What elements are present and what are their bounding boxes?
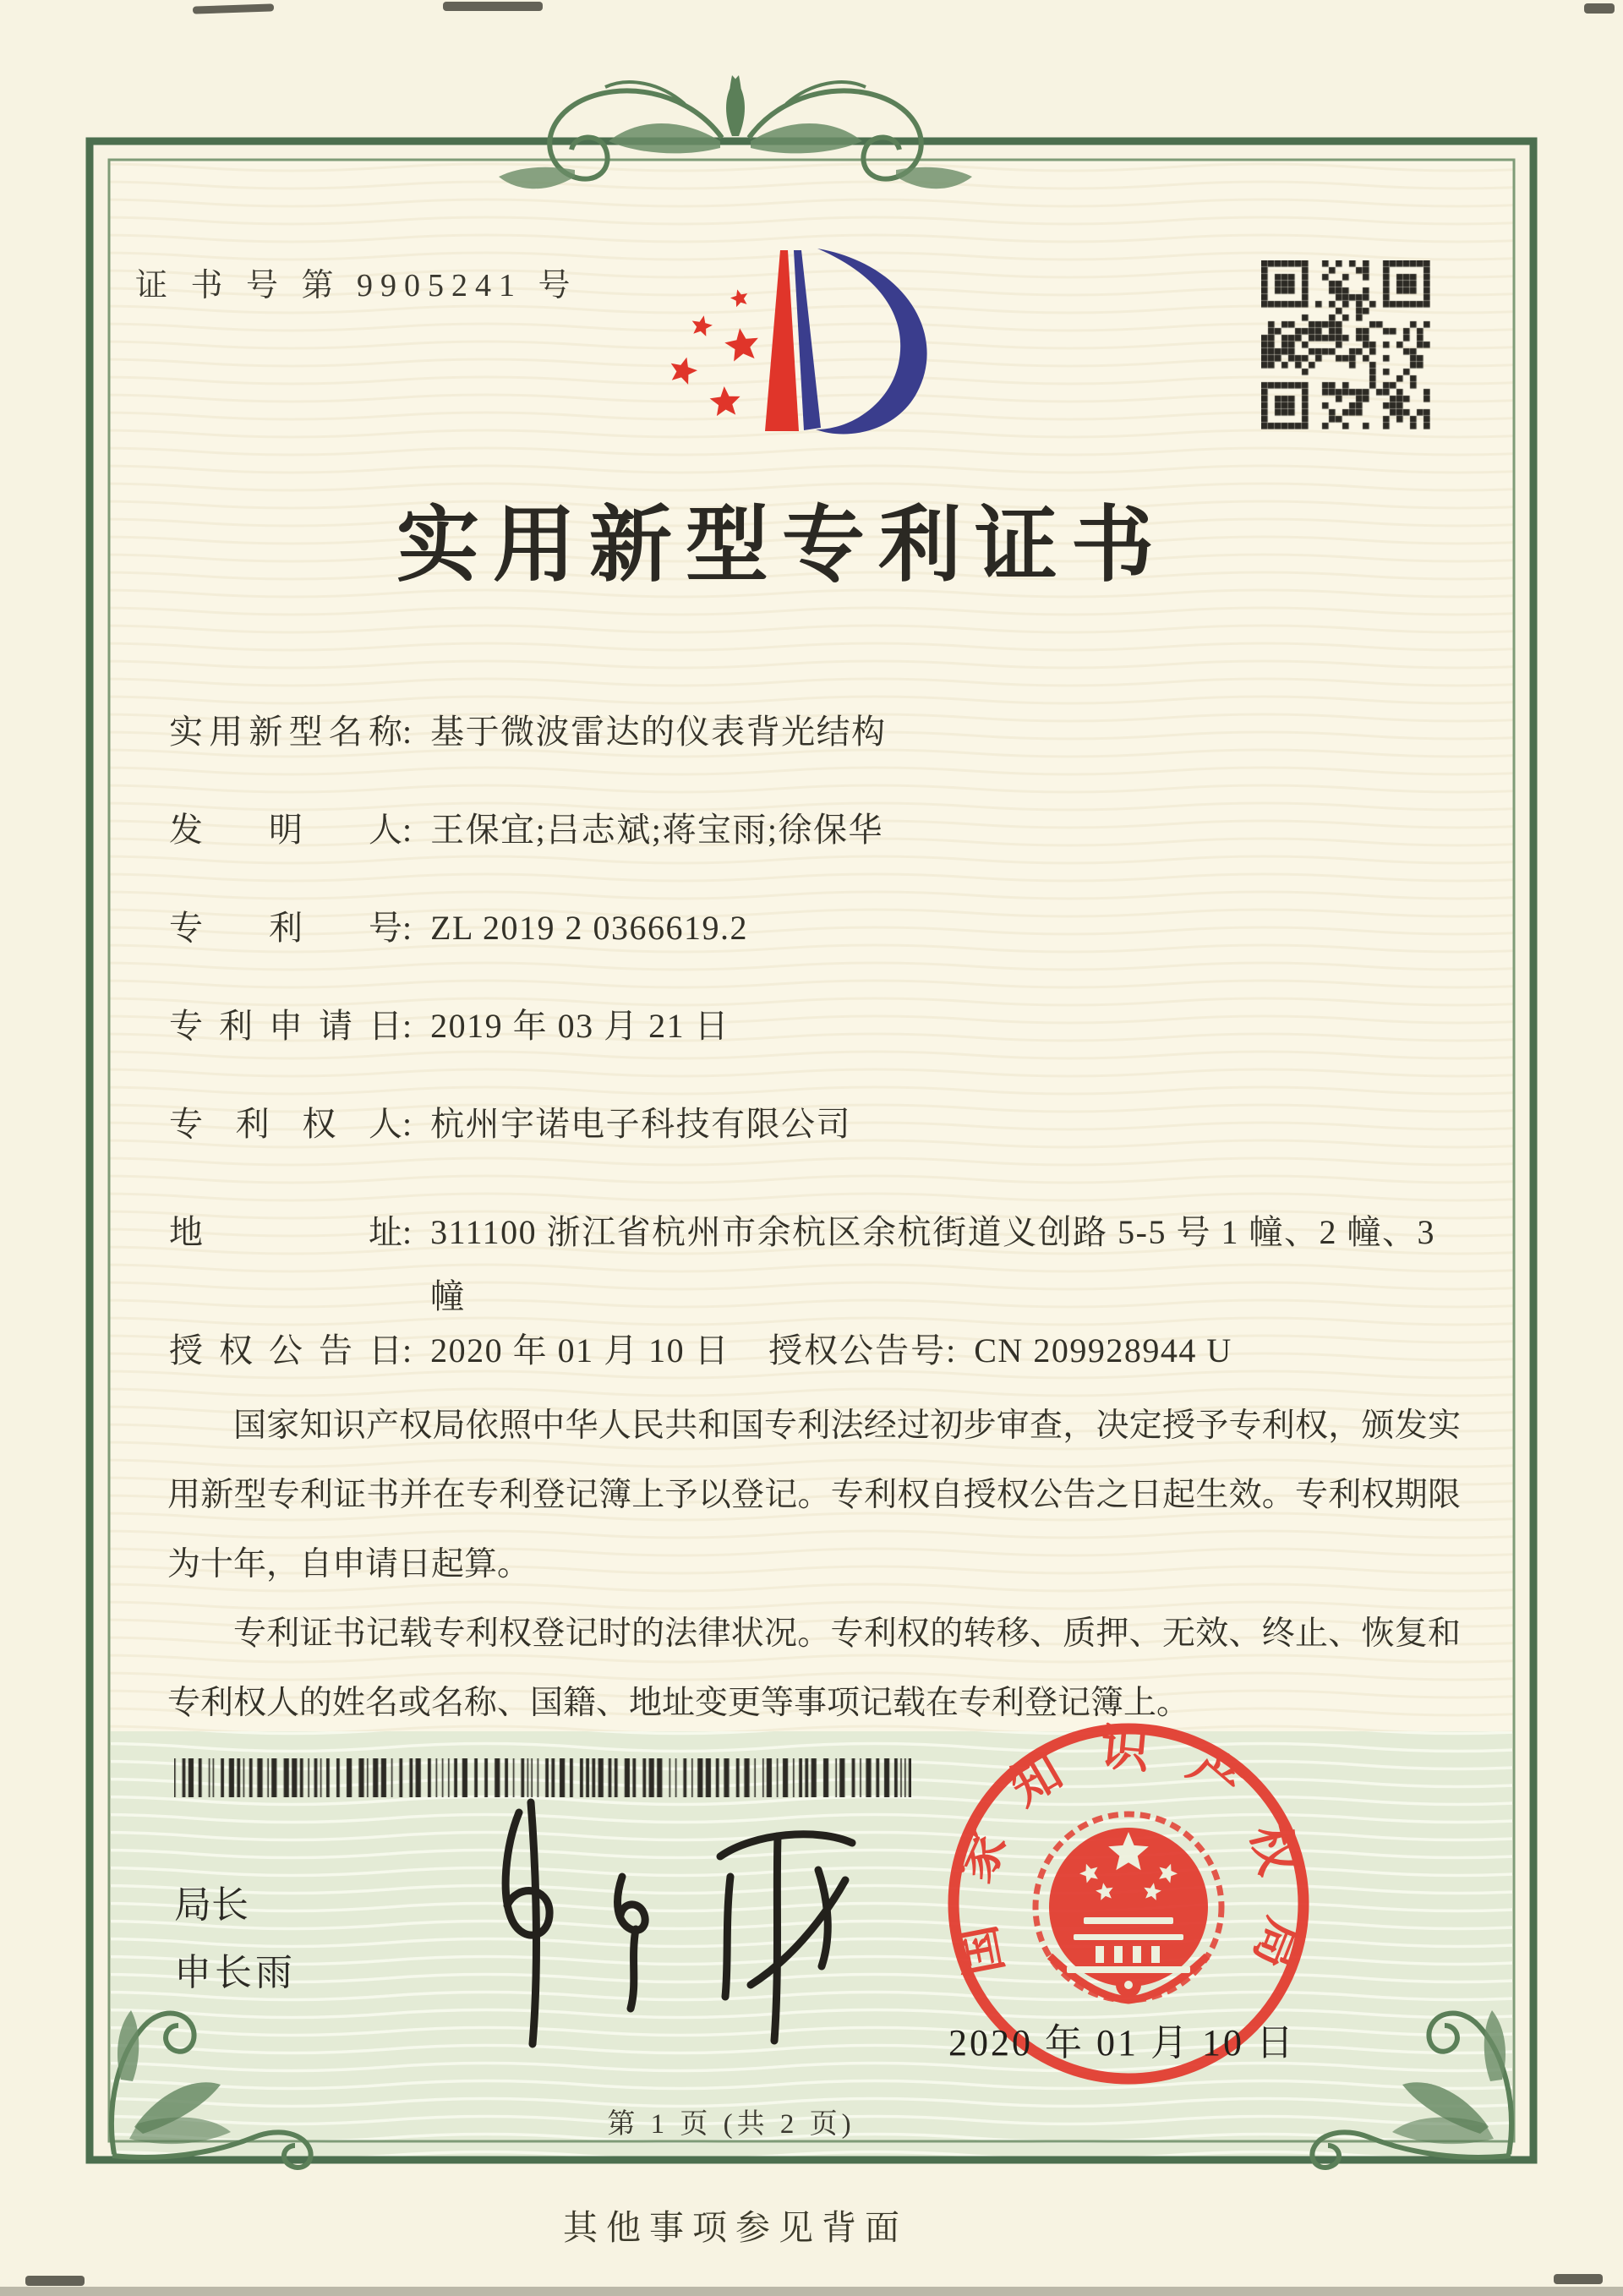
- handwritten-signature: [463, 1794, 886, 2064]
- field-label: 专利申请日: [169, 1007, 402, 1045]
- seal-text: 国家知识产权局: [943, 1719, 1314, 2010]
- field-value: 2019 年 03 月 21 日: [430, 1007, 730, 1045]
- logo-p-stem: [794, 250, 821, 430]
- field-label: 授权公告日: [169, 1331, 402, 1369]
- field-filing-date: 专利申请日: 2019 年 03 月 21 日: [169, 1004, 1462, 1048]
- field-inventors: 发明人: 王保宜;吕志斌;蒋宝雨;徐保华: [169, 808, 1462, 852]
- field-grant: 授权公告日: 2020 年 01 月 10 日 授权公告号: CN 209928944 U: [169, 1329, 1462, 1373]
- scan-edge-shadow: [0, 2287, 1623, 2296]
- director-title: 局长: [174, 1884, 249, 1926]
- field-grant-number: 授权公告号: CN 209928944 U: [768, 1331, 1232, 1369]
- scan-mark: [1584, 3, 1615, 14]
- field-value: 杭州宇诺电子科技有限公司: [430, 1105, 852, 1143]
- logo-star: [692, 315, 713, 336]
- field-value: 王保宜;吕志斌;蒋宝雨;徐保华: [430, 811, 883, 849]
- field-value: 2020 年 01 月 10 日: [430, 1331, 730, 1369]
- national-emblem: [1036, 1814, 1221, 2000]
- scan-mark: [25, 2276, 85, 2286]
- page-number: 第 1 页 (共 2 页): [607, 2109, 855, 2140]
- field-label: 专利权人: [169, 1105, 402, 1143]
- field-address: 地址: 311100 浙江省杭州市余杭区余杭街道义创路 5-5 号 1 幢、2 幢、3 幢: [169, 1200, 1462, 1329]
- field-value: 基于微波雷达的仪表背光结构: [430, 713, 887, 751]
- field-name: 实用新型名称: 基于微波雷达的仪表背光结构: [169, 710, 1462, 754]
- logo-star: [710, 386, 740, 416]
- logo-red-wedge: [765, 250, 799, 431]
- paragraph-grant-statement: 国家知识产权局依照中华人民共和国专利法经过初步审查，决定授予专利权，颁发实用新型专利证书并在专利登记簿上予以登记。专利权自授权公告之日起生效。专利权期限为十年，自申请日起算。: [167, 1408, 1461, 1583]
- qr-code: [1261, 260, 1430, 429]
- logo-p-crescent: [816, 249, 927, 435]
- logo-star: [730, 289, 747, 307]
- director-block: [174, 1885, 296, 1993]
- field-label: 授权公告号: [768, 1331, 947, 1369]
- paragraph-register-statement: 专利证书记载专利权登记时的法律状况。专利权的转移、质押、无效、终止、恢复和专利权人的姓名或名称、国籍、地址变更等事项记载在专利登记簿上。: [167, 1615, 1461, 1721]
- seal-date: 2020 年 01 月 10 日: [948, 2022, 1296, 2064]
- field-value: CN 209928944 U: [974, 1331, 1232, 1369]
- barcode: [174, 1758, 911, 1797]
- legal-text: [167, 1391, 1461, 1738]
- scan-mark: [443, 2, 543, 11]
- field-list: [169, 710, 1462, 1427]
- field-patent-number: 专利号: ZL 2019 2 0366619.2: [169, 906, 1462, 950]
- field-label: 实用新型名称: [169, 713, 402, 751]
- field-label: 发明人: [169, 811, 402, 849]
- back-side-note: 其他事项参见背面: [563, 2208, 908, 2247]
- logo-star: [724, 328, 758, 361]
- director-name: 申长雨: [174, 1952, 296, 1993]
- field-value: 311100 浙江省杭州市余杭区余杭街道义创路 5-5 号 1 幢、2 幢、3 幢: [430, 1213, 1435, 1315]
- certificate-title: 实用新型专利证书: [396, 500, 1167, 592]
- scan-mark: [1554, 2274, 1603, 2284]
- cnipa-logo: [638, 227, 934, 451]
- certificate-number: 证 书 号 第 9905241 号: [135, 268, 578, 303]
- field-label: 专利号: [169, 909, 402, 947]
- field-label: 地址: [169, 1213, 402, 1251]
- logo-star: [671, 358, 697, 385]
- field-patentee: 专利权人: 杭州宇诺电子科技有限公司: [169, 1102, 1462, 1146]
- field-value: ZL 2019 2 0366619.2: [430, 909, 749, 947]
